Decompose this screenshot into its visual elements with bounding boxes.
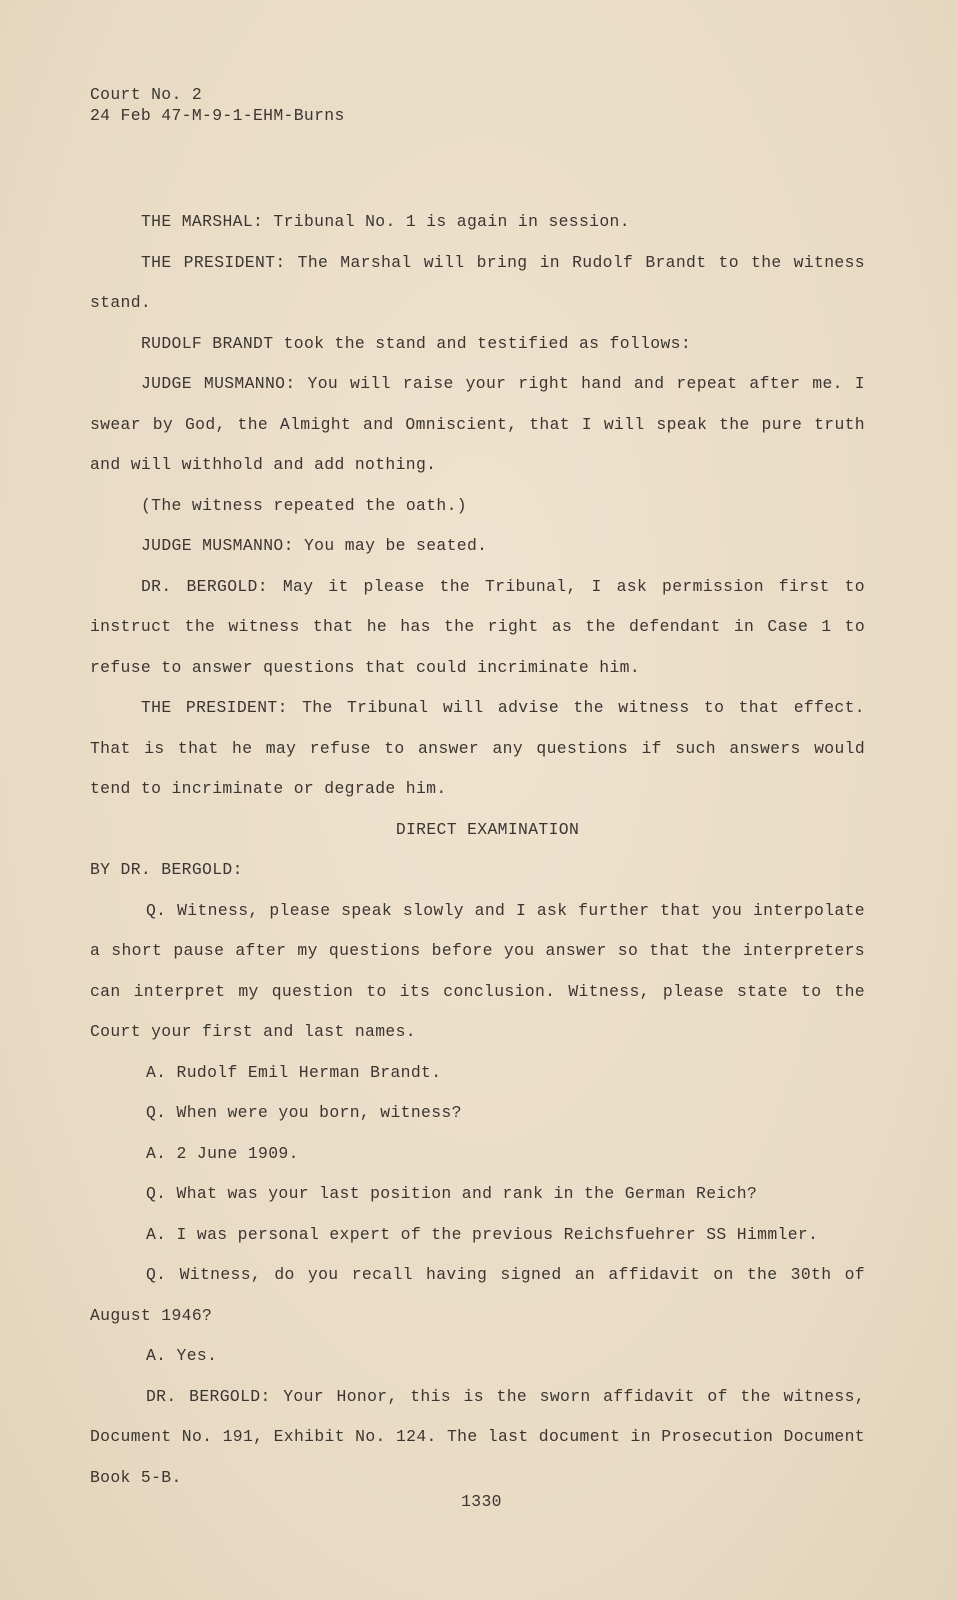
bergold-request: DR. BERGOLD: May it please the Tribunal, I ask permission first to instruct the witness that he has the right as the defendant in Case 1 to refuse to answer questions that could incriminate him. <box>90 576 865 677</box>
page-number: 1330 <box>461 1492 502 1511</box>
answer-3: A. I was personal expert of the previous Reichsfuehrer SS Himmler. <box>146 1224 819 1244</box>
transcript-body <box>90 202 865 1498</box>
answer-1: A. Rudolf Emil Herman Brandt. <box>146 1062 442 1082</box>
oath-statement: JUDGE MUSMANNO: You will raise your right hand and repeat after me. I swear by God, the Almight and Omniscient, that I will speak the pure truth and will withhold and add nothing. <box>90 374 865 474</box>
marshal-statement: THE MARSHAL: Tribunal No. 1 is again in session. <box>141 212 630 231</box>
witness-stand-note: RUDOLF BRANDT took the stand and testified as follows: <box>141 333 692 353</box>
examiner-line: BY DR. BERGOLD: <box>90 860 243 879</box>
president-statement: THE PRESIDENT: The Marshal will bring in Rudolf Brandt to the witness stand. <box>90 252 865 312</box>
question-1: Q. Witness, please speak slowly and I ask further that you interpolate a short pause after my questions before you answer so that the interpreters can interpret my question to its conclusion. Witness, please state to the Court your first and last names. <box>90 900 865 1041</box>
session-reference: 24 Feb 47-M-9-1-EHM-Burns <box>90 106 345 125</box>
section-heading: DIRECT EXAMINATION <box>395 819 580 839</box>
answer-4: A. Yes. <box>146 1346 218 1365</box>
oath-note: (The witness repeated the oath.) <box>141 495 467 515</box>
question-4: Q. Witness, do you recall having signed an affidavit on the 30th of August 1946? <box>90 1265 865 1325</box>
answer-2: A. 2 June 1909. <box>146 1143 299 1163</box>
document-header <box>90 84 345 126</box>
seated-statement: JUDGE MUSMANNO: You may be seated. <box>141 536 488 555</box>
question-3: Q. What was your last position and rank in the German Reich? <box>146 1184 758 1203</box>
bergold-affidavit-statement: DR. BERGOLD: Your Honor, this is the sworn affidavit of the witness, Document No. 191, Exhibit No. 124. The last document in Prosecution Document Book 5-B. <box>90 1386 865 1487</box>
court-number: Court No. 2 <box>90 85 203 104</box>
president-advice: THE PRESIDENT: The Tribunal will advise the witness to that effect. That is that he may refuse to answer any questions if such answers would tend to incriminate or degrade him. <box>90 698 865 798</box>
question-2: Q. When were you born, witness? <box>146 1103 462 1122</box>
